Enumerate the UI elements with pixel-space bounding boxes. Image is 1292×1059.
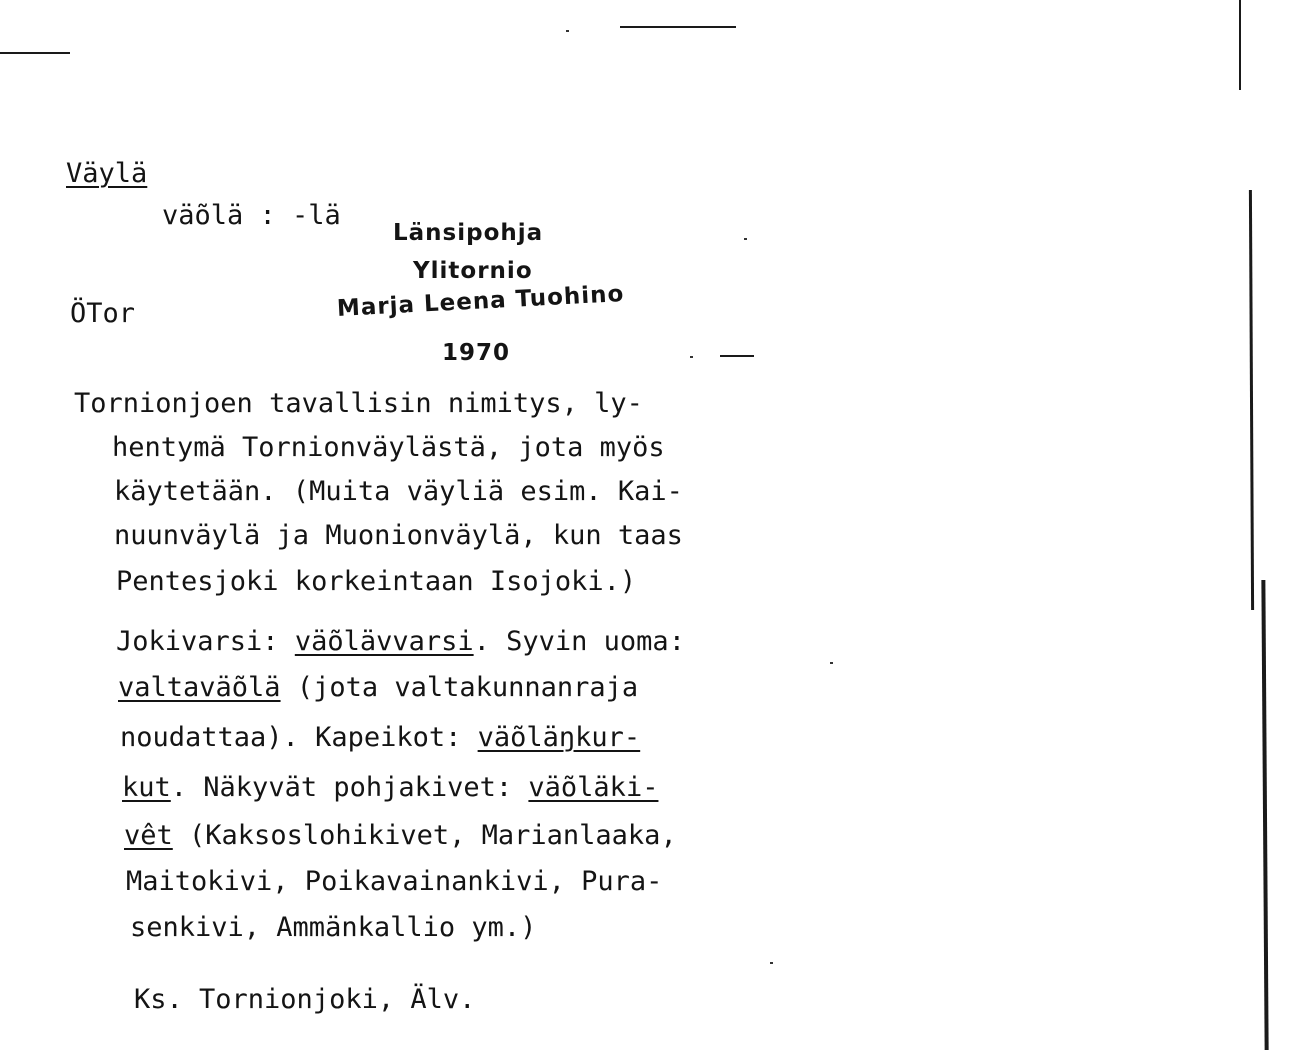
- paragraph-1-line-1: Tornionjoen tavallisin nimitys, ly-: [74, 388, 643, 419]
- scan-edge-line-right: [1249, 190, 1254, 610]
- paragraph-2-line-1: [116, 626, 685, 658]
- scan-speck: [744, 238, 747, 240]
- cross-reference: Ks. Tornionjoki, Älv.: [134, 984, 476, 1015]
- stamp-year: 1970: [442, 340, 511, 366]
- paragraph-1-line-2: hentymä Tornionväylästä, jota myös: [112, 432, 665, 463]
- dialect-term: väõläki-: [528, 772, 659, 803]
- paragraph-1-line-5: Pentesjoki korkeintaan Isojoki.): [116, 566, 637, 597]
- scan-edge-line-top-mid: [620, 26, 736, 28]
- scan-edge-line-right-top: [1239, 0, 1241, 90]
- paragraph-2-line-5: [124, 820, 677, 852]
- dialect-term: valtaväõlä: [118, 672, 281, 703]
- parish-abbreviation: ÖTor: [70, 298, 136, 329]
- dialect-term: vêt: [124, 820, 173, 851]
- scan-speck: [566, 30, 569, 32]
- dialect-term: väõlävvarsi: [294, 626, 474, 657]
- text-segment: (Kaksoslohikivet, Marianlaaka,: [172, 820, 677, 851]
- stamp-parish: Ylitornio: [413, 258, 533, 284]
- text-segment: noudattaa). Kapeikot:: [120, 722, 478, 753]
- scan-speck: [830, 662, 833, 664]
- text-segment: (jota valtakunnanraja: [280, 672, 639, 703]
- text-segment: . Syvin uoma:: [473, 626, 685, 657]
- dialect-form: väõlä : -lä: [162, 200, 341, 231]
- scan-speck: [770, 962, 773, 964]
- dialect-term: kut: [122, 772, 171, 803]
- stamp-region: Länsipohja: [393, 220, 544, 246]
- paragraph-2-line-6: Maitokivi, Poikavainankivi, Pura-: [126, 866, 663, 897]
- scan-edge-line-top-left: [0, 52, 70, 54]
- dialect-term: väõläŋkur-: [477, 722, 641, 753]
- text-segment: . Näkyvät pohjakivet:: [170, 772, 529, 803]
- text-segment: Jokivarsi:: [116, 626, 295, 657]
- stamp-collector: Marja Leena Tuohino: [336, 280, 625, 322]
- paragraph-2-line-7: senkivi, Ammänkallio ym.): [130, 912, 537, 943]
- paragraph-2-line-3: [120, 722, 640, 754]
- paragraph-1-line-3: käytetään. (Muita väyliä esim. Kai-: [114, 476, 683, 507]
- scan-edge-line-right-lower: [1261, 580, 1268, 1050]
- paragraph-1-line-4: nuunväylä ja Muonionväylä, kun taas: [114, 520, 683, 551]
- scan-speck: [690, 356, 693, 358]
- paragraph-2-line-4: [122, 772, 658, 804]
- scan-speck-dash: [720, 355, 754, 357]
- paragraph-2-line-2: [118, 672, 638, 704]
- headword: Väylä: [66, 158, 148, 189]
